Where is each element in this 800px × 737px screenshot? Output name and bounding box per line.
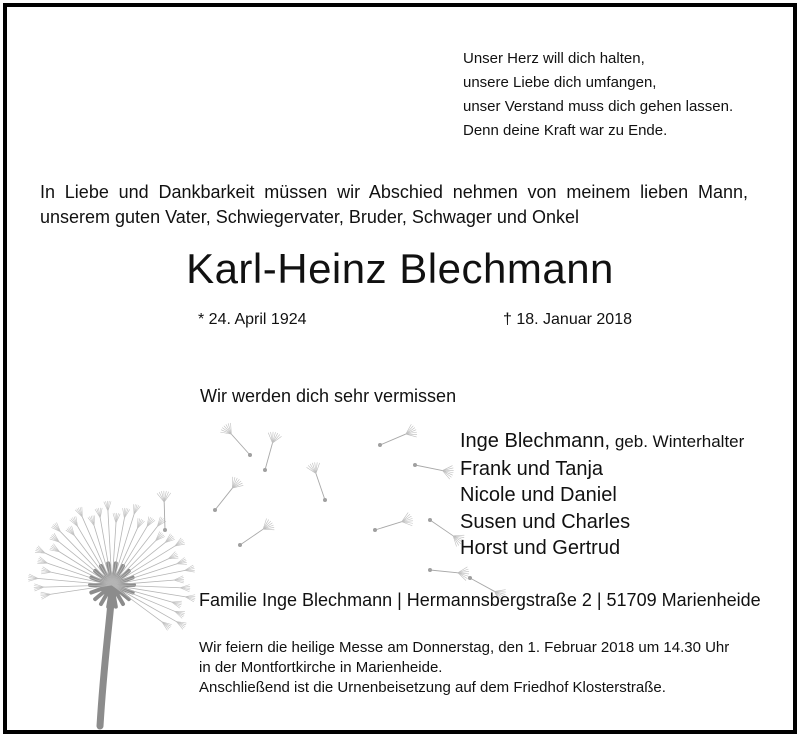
death-date: † 18. Januar 2018 — [503, 311, 632, 328]
intro-line: In Liebe und Dankbarkeit müssen wir Abschied nehmen von meinem lieben Mann, — [40, 182, 748, 202]
poem-line: Denn deine Kraft war zu Ende. — [463, 122, 668, 139]
mourners-list — [460, 428, 744, 562]
mourner-item — [460, 428, 744, 456]
intro-text — [40, 180, 748, 230]
mourner-item: Nicole und Daniel — [460, 484, 617, 506]
service-line: Wir feiern die heilige Messe am Donnerstag, den 1. Februar 2018 um 14.30 Uhr — [199, 639, 730, 656]
service-line: in der Montfortkirche in Marienheide. — [199, 659, 443, 676]
mourner-name: Inge Blechmann, — [460, 430, 611, 452]
service-line: Anschließend ist die Urnenbeisetzung auf dem Friedhof Klosterstraße. — [199, 679, 666, 696]
birth-date: * 24. April 1924 — [198, 311, 307, 328]
poem-line: Unser Herz will dich halten, — [463, 50, 645, 67]
mourner-item: Frank und Tanja — [460, 457, 604, 480]
service-info — [199, 638, 729, 698]
poem — [463, 47, 733, 143]
farewell-line: Wir werden dich sehr vermissen — [200, 386, 457, 406]
intro-line: unserem guten Vater, Schwiegervater, Bruder, Schwager und Onkel — [40, 207, 579, 227]
mourner-item: Susen und Charles — [460, 510, 631, 533]
family-address: Familie Inge Blechmann | Hermannsbergstraße 2 | 51709 Marienheide — [199, 590, 761, 610]
poem-line: unsere Liebe dich umfangen, — [463, 74, 657, 91]
poem-line: unser Verstand muss dich gehen lassen. — [463, 98, 734, 115]
mourner-item: Horst und Gertrud — [460, 537, 621, 559]
deceased-name: Karl-Heinz Blechmann — [186, 245, 614, 292]
mourner-note: geb. Winterhalter — [610, 432, 745, 451]
